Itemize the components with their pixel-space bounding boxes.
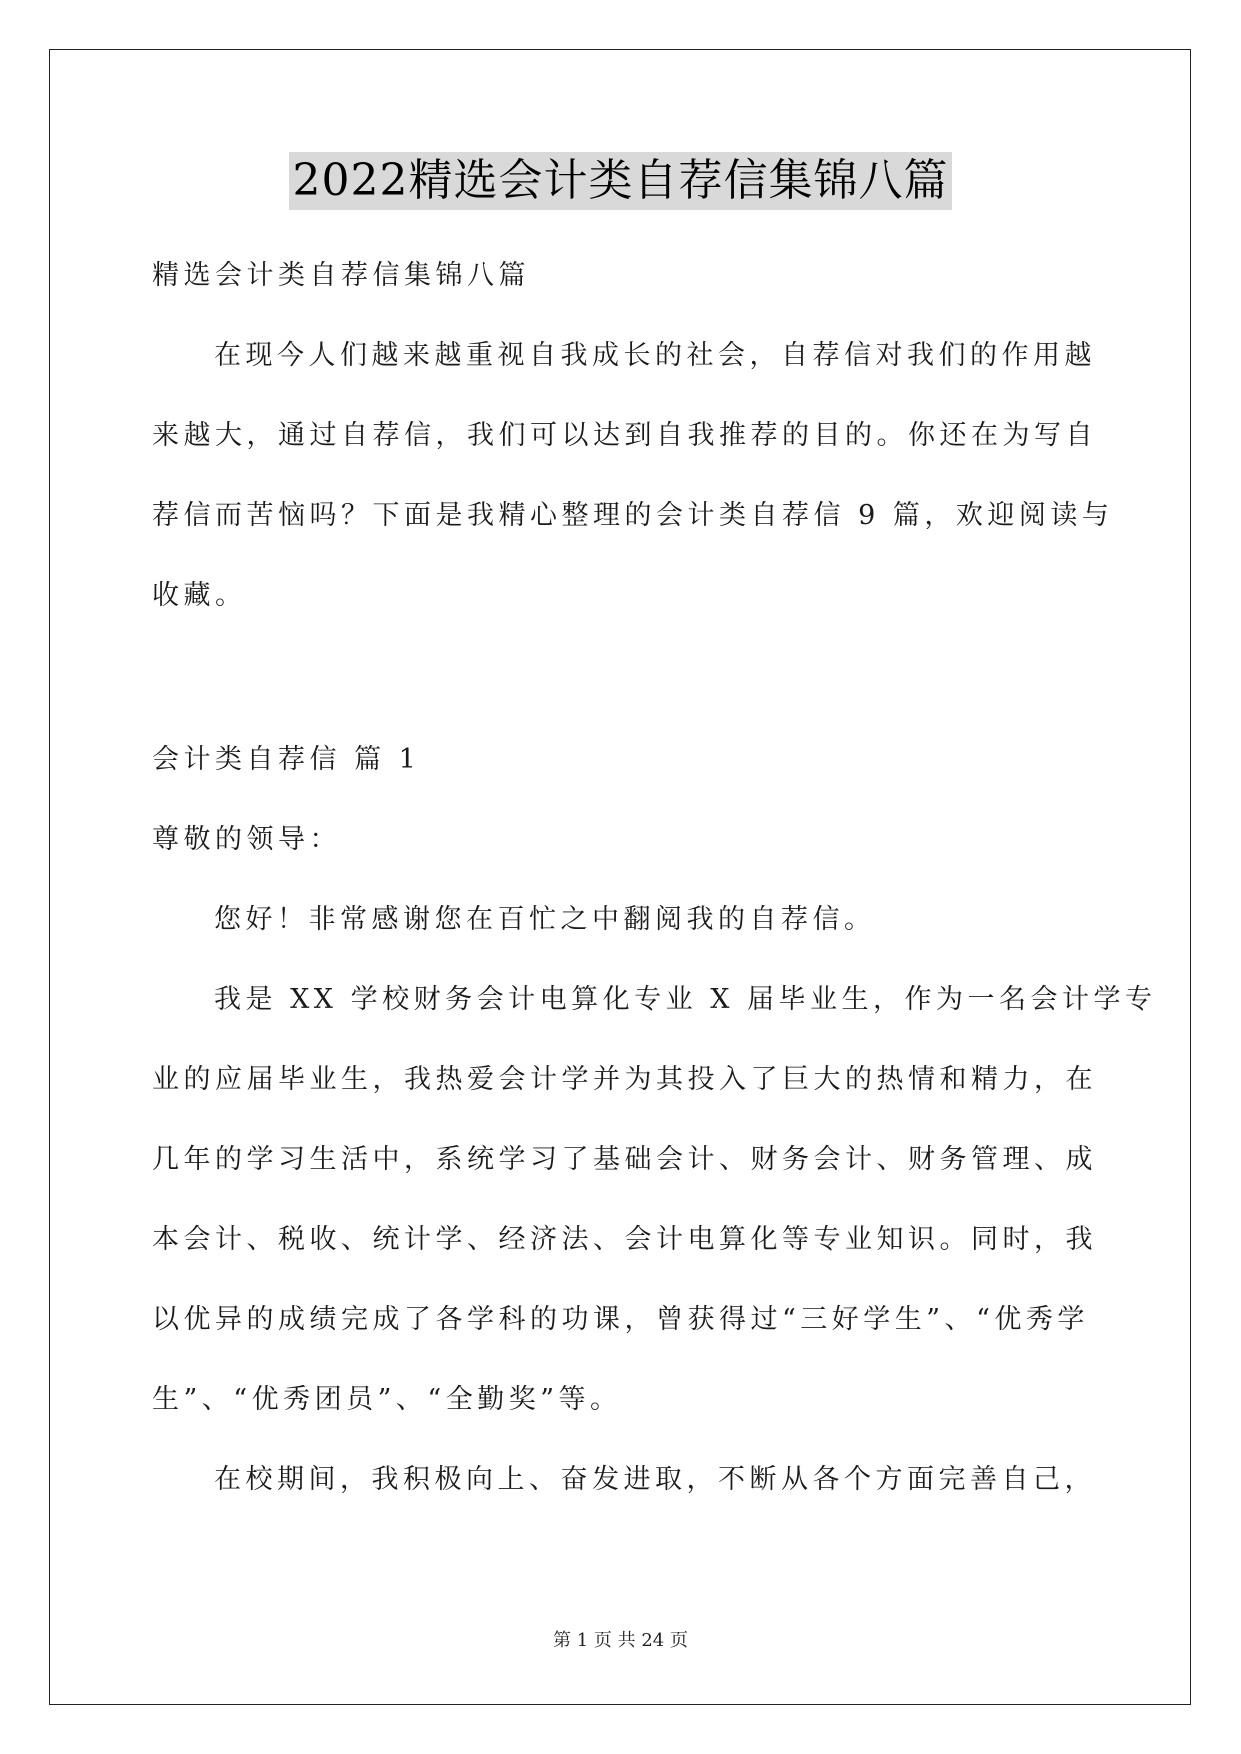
section-heading: 会计类自荐信 篇 1 [152,744,421,775]
paragraph-line: 来越大，通过自荐信，我们可以达到自我推荐的目的。你还在为写自 [152,420,1097,451]
paragraph-line: 几年的学习生活中，系统学习了基础会计、财务会计、财务管理、成 [152,1144,1097,1175]
paragraph-line: 您好！非常感谢您在百忙之中翻阅我的自荐信。 [214,904,876,935]
subtitle-line: 精选会计类自荐信集锦八篇 [152,260,530,291]
paragraph-line: 我是 XX 学校财务会计电算化专业 X 届毕业生，作为一名会计学专 [214,984,1157,1015]
paragraph-line: 生”、“优秀团员”、“全勤奖”等。 [152,1384,622,1415]
paragraph-line: 在现今人们越来越重视自我成长的社会，自荐信对我们的作用越 [214,340,1096,371]
paragraph-line: 收藏。 [152,580,247,611]
document-body [152,236,1157,1520]
page-footer: 第 1 页 共 24 页 [553,1630,688,1651]
document-title: 2022精选会计类自荐信集锦八篇 [289,152,953,210]
paragraph-line: 荐信而苦恼吗？下面是我精心整理的会计类自荐信 9 篇，欢迎阅读与 [152,500,1114,531]
paragraph-line: 业的应届毕业生，我热爱会计学并为其投入了巨大的热情和精力，在 [152,1064,1097,1095]
paragraph-line: 本会计、税收、统计学、经济法、会计电算化等专业知识。同时，我 [152,1224,1097,1255]
salutation: 尊敬的领导： [152,824,341,855]
paragraph-line: 以优异的成绩完成了各学科的功课，曾获得过“三好学生”、“优秀学 [152,1304,1089,1335]
title-container [0,152,1241,210]
paragraph-line: 在校期间，我积极向上、奋发进取，不断从各个方面完善自己， [214,1464,1096,1495]
